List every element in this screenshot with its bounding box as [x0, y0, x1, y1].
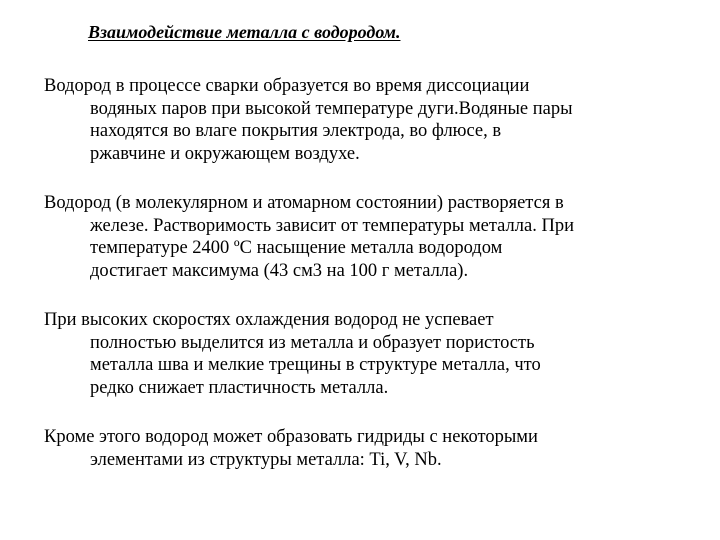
paragraph-cooling-porosity	[44, 309, 684, 399]
slide-title: Взаимодействие металла с водородом.	[88, 22, 401, 42]
paragraph-line: Водород в процессе сварки образуется во время диссоциации	[44, 76, 530, 96]
paragraph-line: При высоких скоростях охлаждения водород не успевает	[44, 310, 494, 330]
paragraph-line: металла шва и мелкие трещины в структуре металла, что	[90, 355, 541, 375]
paragraph-hydrogen-formation	[44, 75, 684, 165]
paragraph-line: ржавчине и окружающем воздухе.	[90, 143, 360, 164]
paragraph-line: водяных паров при высокой температуре дуги.Водяные пары	[90, 98, 573, 119]
paragraph-line: железе. Растворимость зависит от температуры металла. При	[90, 215, 574, 236]
paragraph-hydrides	[44, 426, 684, 471]
paragraph-line: находятся во влаге покрытия электрода, во флюсе, в	[90, 121, 502, 141]
paragraph-line: элементами из структуры металла: Ti, V, Nb.	[90, 449, 442, 470]
paragraph-line: достигает максимума (43 см3 на 100 г металла).	[90, 260, 469, 281]
paragraph-line: Кроме этого водород может образовать гидриды с некоторыми	[44, 427, 538, 447]
paragraph-line: редко снижает пластичность металла.	[90, 377, 389, 398]
paragraph-hydrogen-solubility	[44, 192, 684, 282]
paragraph-line: Водород (в молекулярном и атомарном состоянии) растворяется в	[44, 193, 564, 213]
paragraph-line: полностью выделится из металла и образует пористость	[90, 332, 535, 353]
paragraph-line: температуре 2400 ºС насыщение металла водородом	[90, 238, 503, 258]
